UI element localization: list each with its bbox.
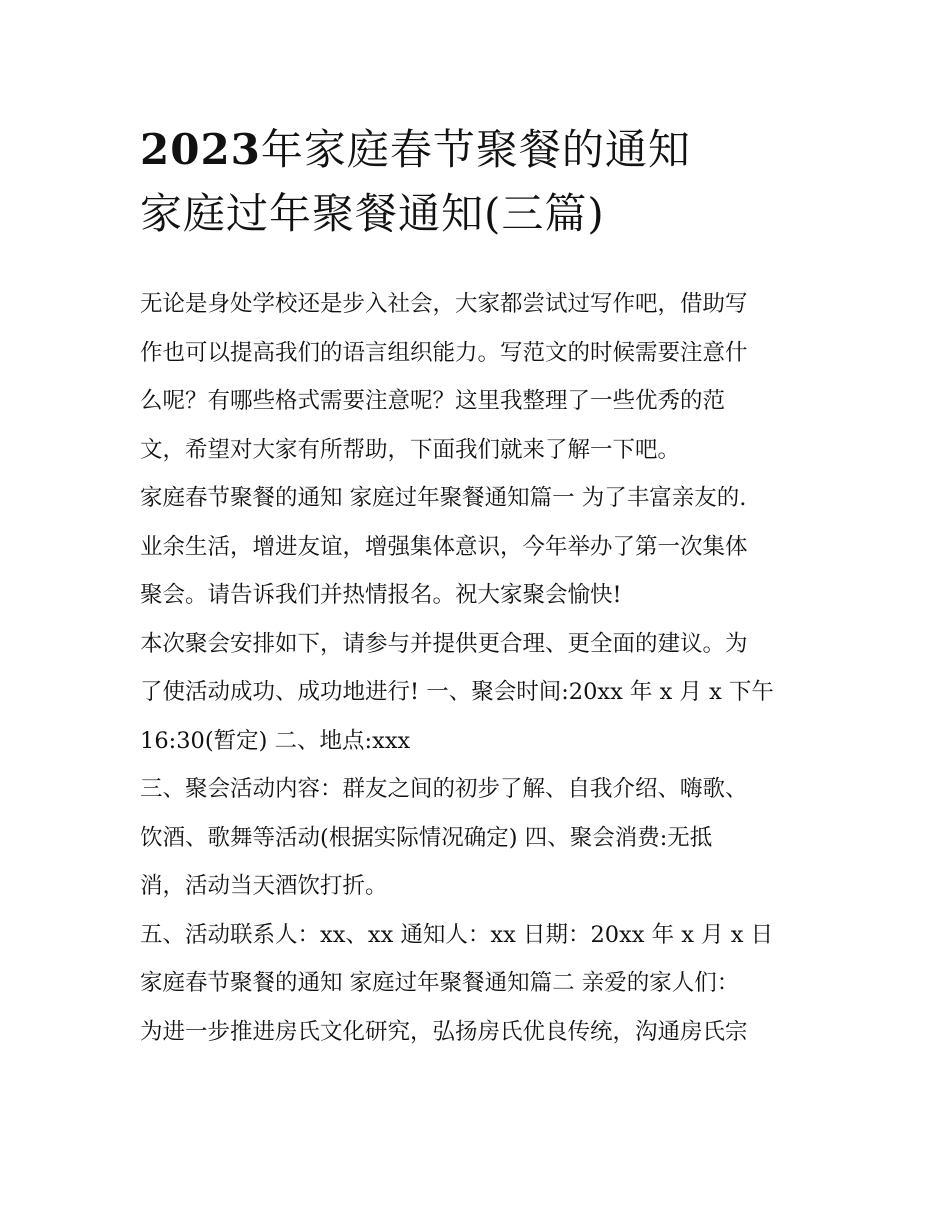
- body-line: 业余生活，增进友谊，增强集体意识，今年举办了第一次集体: [140, 533, 748, 560]
- body-line: 聚会。请告诉我们并热情报名。祝大家聚会愉快!: [140, 582, 622, 608]
- body-line: 本次聚会安排如下，请参与并提供更合理、更全面的建议。为: [140, 630, 748, 657]
- body-line: 五、活动联系人：xx、xx 通知人：xx 日期：20xx 年 x 月 x 日: [140, 921, 774, 948]
- title-line-1: [140, 118, 840, 182]
- body-line: 消，活动当天酒饮打折。: [140, 873, 388, 899]
- title-year: 2023: [140, 125, 261, 174]
- body-line: 作也可以提高我们的语言组织能力。写范文的时候需要注意什: [140, 339, 748, 366]
- document-body: [140, 280, 830, 1056]
- body-line: 三、聚会活动内容：群友之间的初步了解、自我介绍、嗨歌、: [140, 776, 748, 802]
- body-line: 么呢？有哪些格式需要注意呢？这里我整理了一些优秀的范: [140, 388, 726, 414]
- body-line: 文，希望对大家有所帮助，下面我们就来了解一下吧。: [140, 436, 681, 463]
- title-line-1-text: 年家庭春节聚餐的通知: [260, 125, 691, 174]
- body-line: 16:30(暂定) 二、地点:xxx: [140, 727, 411, 754]
- body-line: 了使活动成功、成功地进行! 一、聚会时间:20xx 年 x 月 x 下午: [140, 679, 774, 705]
- body-line: 饮酒、歌舞等活动(根据实际情况确定) 四、聚会消费:无抵: [140, 824, 713, 851]
- body-line: 家庭春节聚餐的通知 家庭过年聚餐通知篇一 为了丰富亲友的.: [140, 485, 747, 511]
- document-title: [140, 118, 840, 246]
- title-line-2: 家庭过年聚餐通知(三篇): [140, 189, 605, 238]
- body-line: 为进一步推进房氏文化研究，弘扬房氏优良传统，沟通房氏宗: [140, 1018, 748, 1045]
- body-line: 家庭春节聚餐的通知 家庭过年聚餐通知篇二 亲爱的家人们：: [140, 970, 740, 996]
- body-line: 无论是身处学校还是步入社会，大家都尝试过写作吧，借助写: [140, 291, 748, 317]
